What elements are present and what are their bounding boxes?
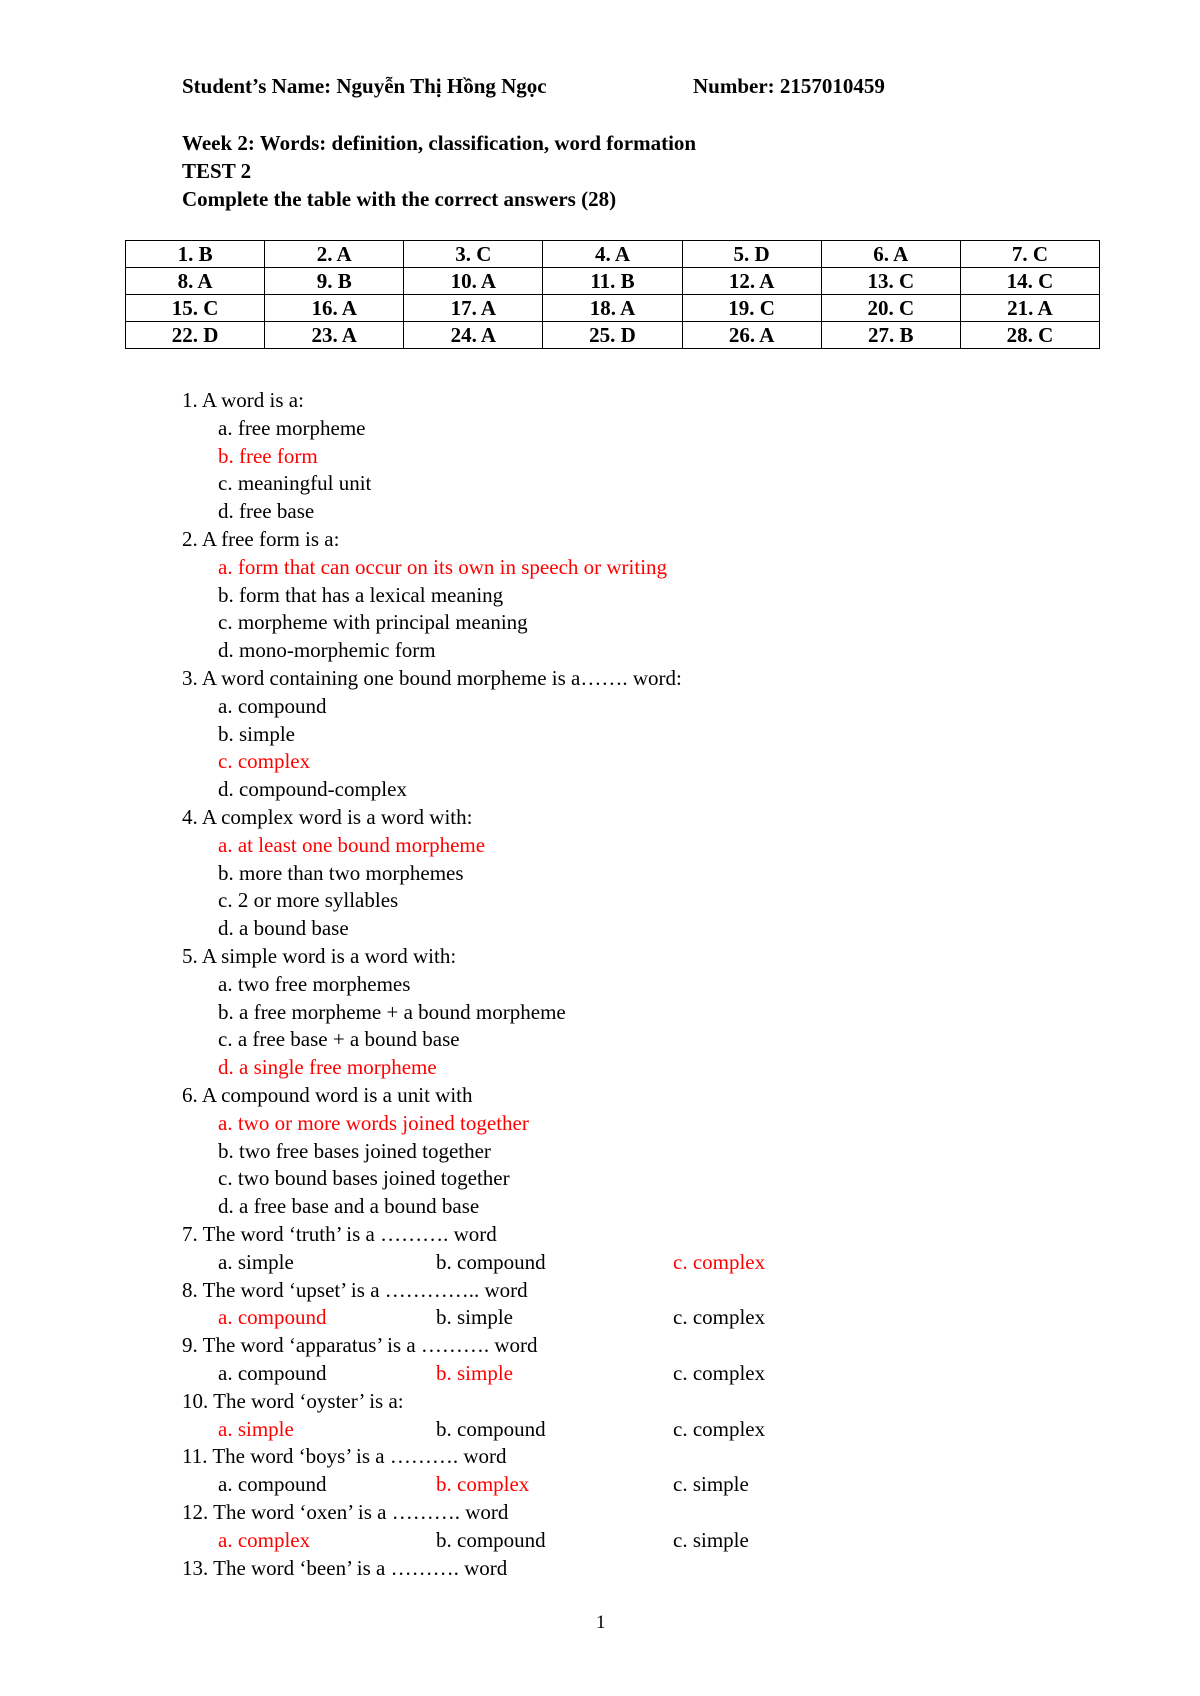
option-text: a. complex (218, 1528, 311, 1552)
question-text: 4. A complex word is a word with: (182, 805, 473, 829)
question-text: 12. The word ‘oxen’ is a ………. word (182, 1500, 509, 1524)
answer-cell: 4. A (543, 241, 682, 268)
option-text: a. at least one bound morpheme (218, 833, 486, 857)
option-text: d. free base (218, 499, 315, 523)
answer-cell: 6. A (821, 241, 960, 268)
answer-cell: 19. C (682, 295, 821, 322)
option-text: c. a free base + a bound base (218, 1027, 460, 1051)
option-text: b. a free morpheme + a bound morpheme (218, 1000, 566, 1024)
option-text: c. two bound bases joined together (218, 1166, 510, 1190)
option-text: b. two free bases joined together (218, 1139, 491, 1163)
answer-cell: 9. B (265, 268, 404, 295)
answer-row (126, 268, 1100, 295)
question-text: 7. The word ‘truth’ is a ………. word (182, 1222, 497, 1246)
option-text: c. complex (673, 1305, 766, 1329)
answer-cell: 23. A (265, 322, 404, 349)
option-text: b. simple (436, 1305, 513, 1329)
answer-row (126, 241, 1100, 268)
option-text: a. form that can occur on its own in speech or writing (218, 555, 668, 579)
page-number: 1 (596, 1612, 606, 1633)
answer-cell: 7. C (960, 241, 1099, 268)
option-text: c. morpheme with principal meaning (218, 610, 528, 634)
option-text: c. complex (673, 1361, 766, 1385)
option-text: d. a bound base (218, 916, 349, 940)
option-text: a. simple (218, 1417, 294, 1441)
answer-row (126, 322, 1100, 349)
option-text: b. complex (436, 1472, 530, 1496)
option-text: d. a free base and a bound base (218, 1194, 480, 1218)
option-text: b. compound (436, 1250, 546, 1274)
option-text: b. free form (218, 444, 318, 468)
option-text: c. complex (673, 1417, 766, 1441)
question-text: 6. A compound word is a unit with (182, 1083, 473, 1107)
student-number: Number: 2157010459 (693, 74, 885, 98)
answer-cell: 13. C (821, 268, 960, 295)
option-text: c. 2 or more syllables (218, 888, 399, 912)
test-title: TEST 2 (182, 159, 252, 183)
option-text: a. compound (218, 1305, 327, 1329)
answer-cell: 24. A (404, 322, 543, 349)
answer-cell: 25. D (543, 322, 682, 349)
option-text: c. complex (218, 749, 311, 773)
option-text: a. compound (218, 1472, 327, 1496)
answer-cell: 17. A (404, 295, 543, 322)
answer-cell: 8. A (126, 268, 265, 295)
answer-cell: 1. B (126, 241, 265, 268)
answer-row (126, 295, 1100, 322)
answer-cell: 14. C (960, 268, 1099, 295)
question-text: 9. The word ‘apparatus’ is a ………. word (182, 1333, 538, 1357)
answer-cell: 2. A (265, 241, 404, 268)
option-text: a. free morpheme (218, 416, 366, 440)
answer-cell: 26. A (682, 322, 821, 349)
option-text: b. form that has a lexical meaning (218, 583, 504, 607)
answer-cell: 20. C (821, 295, 960, 322)
question-text: 10. The word ‘oyster’ is a: (182, 1389, 404, 1413)
answer-cell: 10. A (404, 268, 543, 295)
question-text: 13. The word ‘been’ is a ………. word (182, 1556, 508, 1580)
week-title: Week 2: Words: definition, classification, word formation (182, 131, 697, 155)
answer-cell: 21. A (960, 295, 1099, 322)
option-text: b. more than two morphemes (218, 861, 464, 885)
instruction: Complete the table with the correct answers (28) (182, 187, 617, 211)
student-name: Student’s Name: Nguyễn Thị Hồng Ngọc (182, 74, 547, 98)
option-text: b. simple (436, 1361, 513, 1385)
question-text: 1. A word is a: (182, 388, 304, 412)
option-text: d. a single free morpheme (218, 1055, 437, 1079)
question-text: 8. The word ‘upset’ is a ………….. word (182, 1278, 528, 1302)
option-text: a. two free morphemes (218, 972, 411, 996)
answer-cell: 22. D (126, 322, 265, 349)
option-text: c. simple (673, 1528, 749, 1552)
answer-cell: 11. B (543, 268, 682, 295)
answer-cell: 5. D (682, 241, 821, 268)
option-text: a. compound (218, 1361, 327, 1385)
option-text: d. mono-morphemic form (218, 638, 436, 662)
option-text: a. simple (218, 1250, 294, 1274)
answer-cell: 16. A (265, 295, 404, 322)
question-text: 2. A free form is a: (182, 527, 340, 551)
answer-cell: 3. C (404, 241, 543, 268)
option-text: a. compound (218, 694, 327, 718)
answer-cell: 12. A (682, 268, 821, 295)
option-text: b. compound (436, 1528, 546, 1552)
option-text: a. two or more words joined together (218, 1111, 529, 1135)
answer-cell: 28. C (960, 322, 1099, 349)
answer-cell: 27. B (821, 322, 960, 349)
answer-cell: 18. A (543, 295, 682, 322)
question-text: 5. A simple word is a word with: (182, 944, 457, 968)
question-text: 11. The word ‘boys’ is a ………. word (182, 1444, 507, 1468)
question-text: 3. A word containing one bound morpheme is a……. word: (182, 666, 682, 690)
option-text: c. complex (673, 1250, 766, 1274)
answer-table (125, 240, 1100, 349)
answer-cell: 15. C (126, 295, 265, 322)
option-text: d. compound-complex (218, 777, 407, 801)
option-text: c. meaningful unit (218, 471, 372, 495)
option-text: b. compound (436, 1417, 546, 1441)
option-text: c. simple (673, 1472, 749, 1496)
option-text: b. simple (218, 722, 295, 746)
